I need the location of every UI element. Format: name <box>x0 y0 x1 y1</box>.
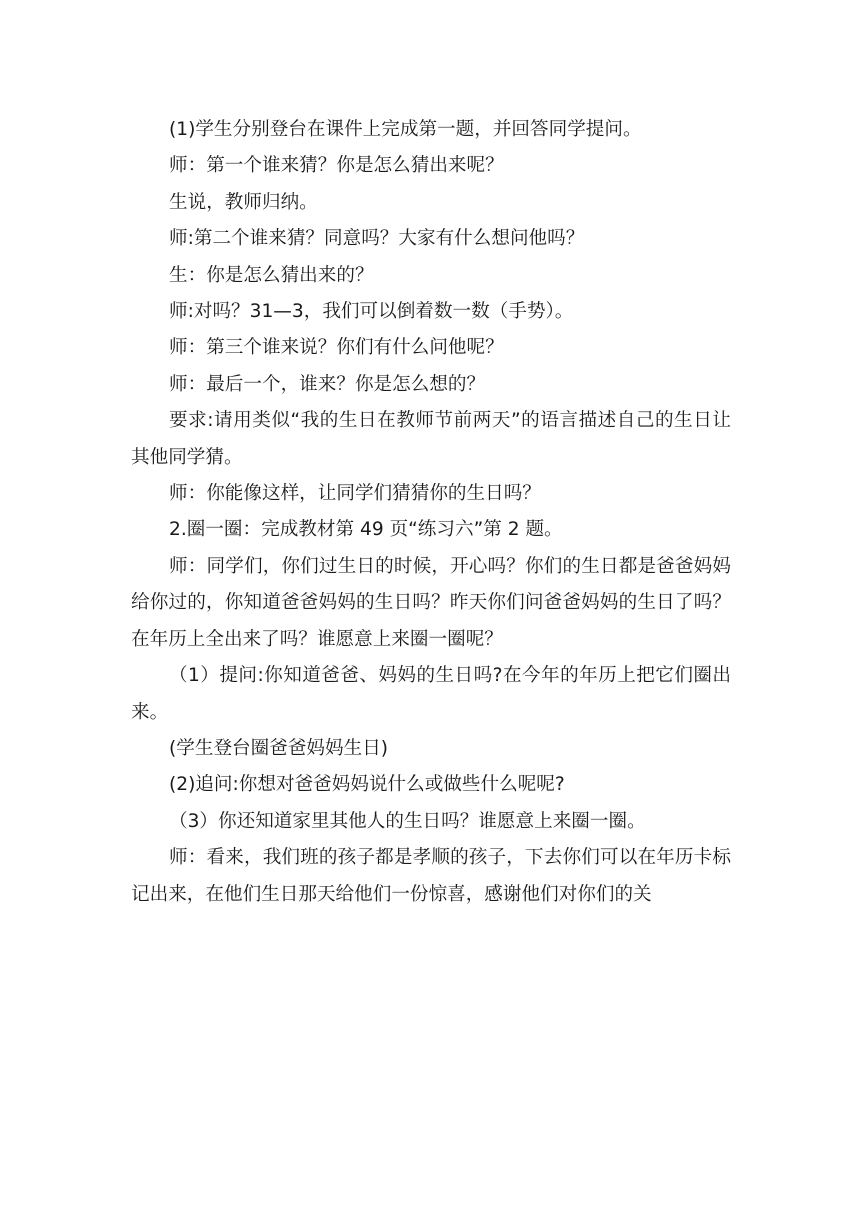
paragraph-question-2: (2)追问:你想对爸爸妈妈说什么或做些什么呢呢? <box>169 774 565 796</box>
paragraph-question-3: （3）你还知道家里其他人的生日吗？谁愿意上来圈一圈。 <box>169 810 646 832</box>
document-body <box>131 112 731 913</box>
paragraph-teacher-last: 师：最后一个，谁来？你是怎么想的？ <box>169 373 486 395</box>
paragraph-teacher-second-guess: 师:第二个谁来猜？同意吗？大家有什么想问他吗？ <box>169 228 585 250</box>
paragraph-student-question: 生：你是怎么猜出来的？ <box>169 264 374 286</box>
paragraph-circle-exercise: 2.圈一圈：完成教材第 49 页“练习六”第 2 题。 <box>169 519 563 541</box>
paragraph-teacher-third: 师：第三个谁来说？你们有什么问他呢？ <box>169 337 504 359</box>
paragraph-student-task: (1)学生分别登台在课件上完成第一题，并回答同学提问。 <box>169 119 642 140</box>
paragraph-student-speaks: 生说，教师归纳。 <box>169 191 318 213</box>
paragraph-question-1: （1）提问:你知道爸爸、妈妈的生日吗?在今年的年历上把它们圈出来。 <box>131 665 731 723</box>
paragraph-teacher-first-guess: 师：第一个谁来猜？你是怎么猜出来呢？ <box>169 155 504 177</box>
paragraph-teacher-conclusion: 师：看来，我们班的孩子都是孝顺的孩子，下去你们可以在年历卡标记出来，在他们生日那天给他们一份惊喜，感谢他们对你们的关 <box>131 847 731 905</box>
paragraph-teacher-count-back: 师:对吗？31—3，我们可以倒着数一数（手势）。 <box>169 301 574 323</box>
paragraph-teacher-can-you: 师：你能像这样，让同学们猜猜你的生日吗？ <box>169 483 541 505</box>
paragraph-students-circle: (学生登台圈爸爸妈妈生日) <box>169 737 389 759</box>
paragraph-teacher-birthday: 师：同学们，你们过生日的时候，开心吗？你们的生日都是爸爸妈妈给你过的，你知道爸爸妈妈的生日吗？昨天你们问爸爸妈妈的生日了吗？在年历上全出来了吗？谁愿意上来圈一圈呢？ <box>131 555 731 650</box>
paragraph-requirement: 要求:请用类似“我的生日在教师节前两天”的语言描述自己的生日让其他同学猜。 <box>131 410 731 468</box>
